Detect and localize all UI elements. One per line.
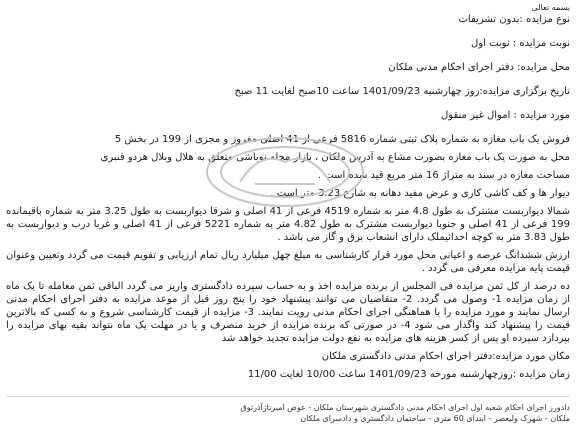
property-boundaries: شمالا دیواربست مشترک به طول 4.8 متر به شماره 4519 فرعی از 41 اصلی و شرقا دیواربست به طول 3.25 متر به شماره باقیمانده 199 فرعی از 41 اصلی و جنوبا دیواربست مشترک به طول 4.82 متر به شماره 5221 فرعی از 41 اصلی و غربا درب و دیواربست به طول 3.83 متر به کوچه احداثیملک دارای انشعاب برق و گاز می باشد . (6, 206, 571, 243)
property-description-4: دیوار ها و کف کاشی کاری و عرض مفید دهانه به شارع 3.23 متر است . (270, 188, 570, 199)
property-valuation: ارزش ششدانگ عرصه و اعیانی محل مورد قرار کارشناسی به مبلغ چهل میلیارد ریال تمام ارزیابی و تقویم قیمت می گردد وتعیین وعنوان قیمت پایه مزایده معرفی می گردد . (6, 250, 570, 274)
auction-type: نوع مزایده :بدون تشریفات (458, 14, 570, 25)
auction-venue-repeat: مکان مورد مزایده:دفتر اجرای احکام مدنی دادگستری ملکان (321, 351, 570, 362)
auction-time-repeat: زمان مزایده :روزچهارشنبه مورخه 1401/09/23 ساعت 10/00 لغایت 11/00 (247, 369, 570, 380)
invocation-text: بسمه تعالی (531, 3, 570, 12)
spacer (6, 122, 570, 133)
signature-line: دادورز اجرای احکام شعبه اول اجرای احکام مدنی دادگستری شهرستان ملکان - عوض امیرتاژآذرتوق (240, 403, 570, 412)
auction-round: نوبت مزایده : نوبت اول (471, 38, 570, 49)
spacer (6, 26, 570, 37)
auction-terms: ده درصد از کل ثمن مزایده فی المجلس از برنده مزایده اخذ و به حساب سپرده دادگستری واریز می گردد الباقی ثمن معامله تا یک ماه از زمان مزایده 1- وصول می گردد. 2- متقاضیان می توانند پیشنهاد خود را پنج روز قبل از موعد مزایده به دفتر اجرای احکام مدنی ارسال نمایند و مورد مزایده را با هماهنگی اجرای احکام مدنی رویت نمایند. 3- مزایده از قیمت کارشناسی شروع و به کسی که بالاترین قیمت را پیشنهاد کند واگذار می شود 4- در صورتی که برنده مزایده از خرید منصرف و یا در مهلت یک ماه نتواند بقیه بهای مزایده را بپردازد سپرده او پس از کسر هزینه های مزایده به نفع دولت مزایده تجدید خواهد شد (6, 281, 571, 344)
address-line: ملکان - شهرک ولیعصر - ابتدای 60 متری - ساختمان دادگستری و دادسرای ملکان (300, 414, 570, 423)
auction-subject: مورد مزایده : اموال غیر منقول (441, 110, 570, 121)
property-description-3: مساحت مغازه در سند به متراژ 16 متر مربع قید شده است . (317, 170, 570, 181)
spacer (6, 98, 570, 109)
spacer (6, 50, 570, 61)
auction-datetime: تاریخ برگزاری مزایده:روز چهارشنبه 1401/09/23 ساعت 10صبح لغایت 11 صبح (234, 86, 570, 97)
property-description-2: محل به صورت یک باب مغازه بصورت مشاع به آدرس ملکان ، بازار محله نوباشی متعلق به هلال وبلال هردو قنبری (100, 152, 570, 163)
auction-venue: محل مزایده: دفتر اجرای احکام مدنی ملکان (388, 62, 570, 73)
footer-divider (6, 396, 570, 397)
spacer (6, 74, 570, 85)
footer (6, 402, 570, 424)
property-description-1: فروش یک باب مغازه به شماره پلاک ثبتی شماره 5816 فرعی از 41 اصلی مفروز و مجزی از 199 در بخش 5 (114, 134, 570, 145)
